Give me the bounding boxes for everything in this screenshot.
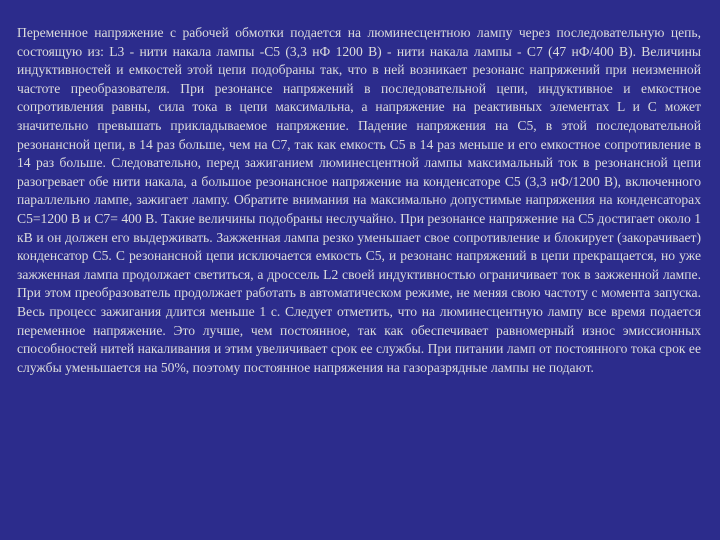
body-text: Переменное напряжение с рабочей обмотки подается на люминесцентною лампу через последовательную цепь, состоящую из: L3 - нити накала лампы -C5 (3,3 нФ 1200 В) - нити накала лампы - C7 (47 нФ/400 В). Величины индуктивностей и емкостей этой цепи подобраны так, что в ней возникает резонанс напряжений при неизменной частоте преобразователя. При резонансе напряжений в последовательной цепи, индуктивное и емкостное сопротивления равны, сила тока в цепи максимальна, а напряжение на реактивных элементах L и C может значительно превышать прикладываемое напряжение. Падение напряжения на C5, в этой последовательной резонансной цепи, в 14 раз больше, чем на C7, так как емкость C5 в 14 раз меньше и его емкостное сопротивление в 14 раз больше. Следовательно, перед зажиганием люминесцентной лампы максимальный ток в резонансной цепи разогревает обе нити накала, а большое резонансное напряжение на конденсаторе C5 (3,3 нФ/1200 В), включенного параллельно лампе, зажигает лампу. Обратите внимания на максимально допустимые напряжения на конденсаторах C5=1200 В и C7= 400 В. Такие величины подобраны неслучайно. При резонансе напряжение на C5 достигает около 1 кВ и он должен его выдерживать. Зажженная лампа резко уменьшает свое сопротивление и блокирует (закорачивает) конденсатор C5. С резонансной цепи исключается емкость C5, и резонанс напряжений в цепи прекращается, но уже зажженная лампа продолжает светиться, а дроссель L2 своей индуктивностью ограничивает ток в зажженной лампе. При этом преобразователь продолжает работать в автоматическом режиме, не меняя свою частоту с момента запуска. Весь процесс зажигания длится меньше 1 с. Следует отметить, что на люминесцентную лампу все время подается переменное напряжение. Это лучше, чем постоянное, так как обеспечивает равномерный износ эмиссионных способностей нитей накаливания и этим увеличивает срок ее службы. При питании ламп от постоянного тока срок ее службы уменьшается на 50%, поэтому постоянное напряжения на газоразрядные лампы не подают. bbox=[17, 25, 701, 375]
